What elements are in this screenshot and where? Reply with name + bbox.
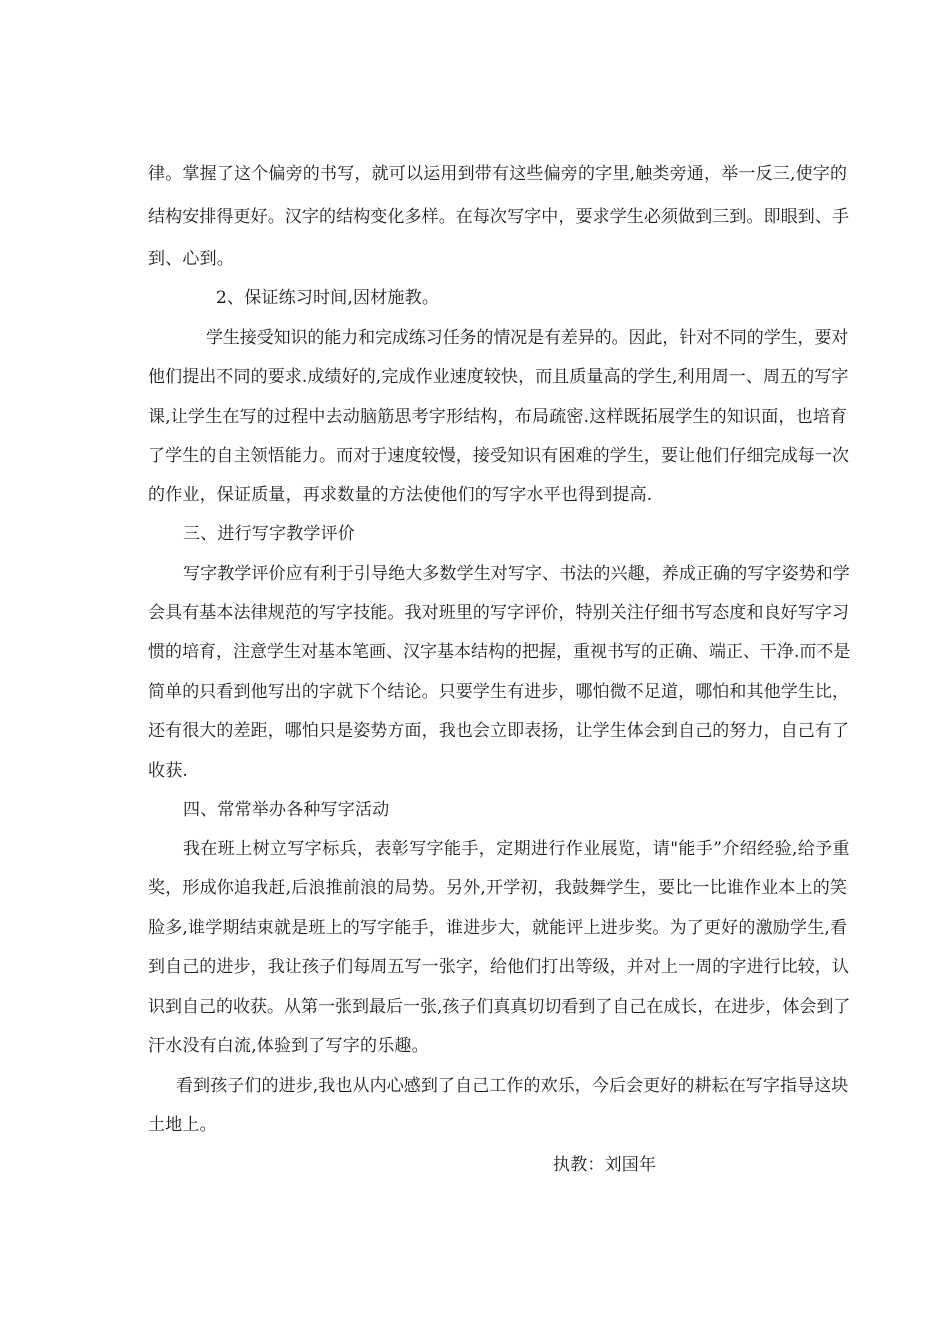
section-heading: 四、常常举办各种写字活动 <box>183 800 390 820</box>
paragraph-line: 我在班上树立写字标兵，表彰写字能手，定期进行作业展览，请"能手”介绍经验,给予重 <box>183 839 850 859</box>
paragraph-line: 律。掌握了这个偏旁的书写，就可以运用到带有这些偏旁的字里,触类旁通，举一反三,使字的 <box>148 164 848 184</box>
paragraph-line: 还有很大的差距，哪怕只是姿势方面，我也会立即表扬，让学生体会到自己的努力，自己有了 <box>148 721 850 741</box>
paragraph-line: 奖，形成你追我赶,后浪推前浪的局势。另外,开学初，我鼓舞学生，要比一比谁作业本上的笑 <box>148 878 848 898</box>
paragraph-line: 汗水没有白流,体验到了写字的乐趣。 <box>148 1036 429 1056</box>
section-heading: 三、进行写字教学评价 <box>183 524 355 544</box>
paragraph-line: 课,让学生在写的过程中去动脑筋思考字形结构，布局疏密.这样既拓展学生的知识面，也培育 <box>148 407 848 427</box>
paragraph-line: 惯的培育，注意学生对基本笔画、汉字基本结构的把握，重视书写的正确、端正、干净.而不是 <box>148 642 851 662</box>
paragraph-line: 写字教学评价应有利于引导绝大多数学生对写字、书法的兴趣，养成正确的写字姿势和学 <box>183 564 850 584</box>
paragraph-line: 脸多,谁学期结束就是班上的写字能手，谁进步大，就能评上进步奖。为了更好的激励学生,看 <box>148 918 848 938</box>
section-subheading: 2、保证练习时间,因材施教。 <box>216 288 440 308</box>
author-signature-line: 执教：刘国年 <box>553 1155 657 1175</box>
paragraph-line: 简单的只看到他写出的字就下个结论。只要学生有进步，哪怕微不足道，哪怕和其他学生比， <box>148 682 850 702</box>
paragraph-line: 会具有基本法律规范的写字技能。我对班里的写字评价，特别关注仔细书写态度和良好写字习 <box>148 603 850 623</box>
paragraph-line: 的作业，保证质量，再求数量的方法使他们的写字水平也得到提高. <box>148 485 653 505</box>
paragraph-line: 到自己的进步，我让孩子们每周五写一张字，给他们打出等级，并对上一周的字进行比较，认 <box>148 957 850 977</box>
paragraph-line: 识到自己的收获。从第一张到最后一张,孩子们真真切切看到了自己在成长，在进步，体会到了 <box>148 997 851 1017</box>
paragraph-line: 了学生的自主领悟能力。而对于速度较慢，接受知识有困难的学生，要让他们仔细完成每一次 <box>148 446 850 466</box>
paragraph-line: 到、心到。 <box>148 249 234 269</box>
paragraph-line: 看到孩子们的进步,我也从内心感到了自己工作的欢乐，今后会更好的耕耘在写字指导这块 <box>176 1076 849 1096</box>
paragraph-line: 土地上。 <box>148 1115 217 1135</box>
paragraph-line: 他们提出不同的要求.成绩好的,完成作业速度较快，而且质量高的学生,利用周一、周五的写字 <box>148 367 849 387</box>
paragraph-line: 结构安排得更好。汉字的结构变化多样。在每次写字中，要求学生必须做到三到。即眼到、手 <box>148 207 850 227</box>
paragraph-line: 学生接受知识的能力和完成练习任务的情况是有差异的。因此，针对不同的学生，要对 <box>206 328 849 348</box>
paragraph-line: 收获. <box>148 761 189 781</box>
